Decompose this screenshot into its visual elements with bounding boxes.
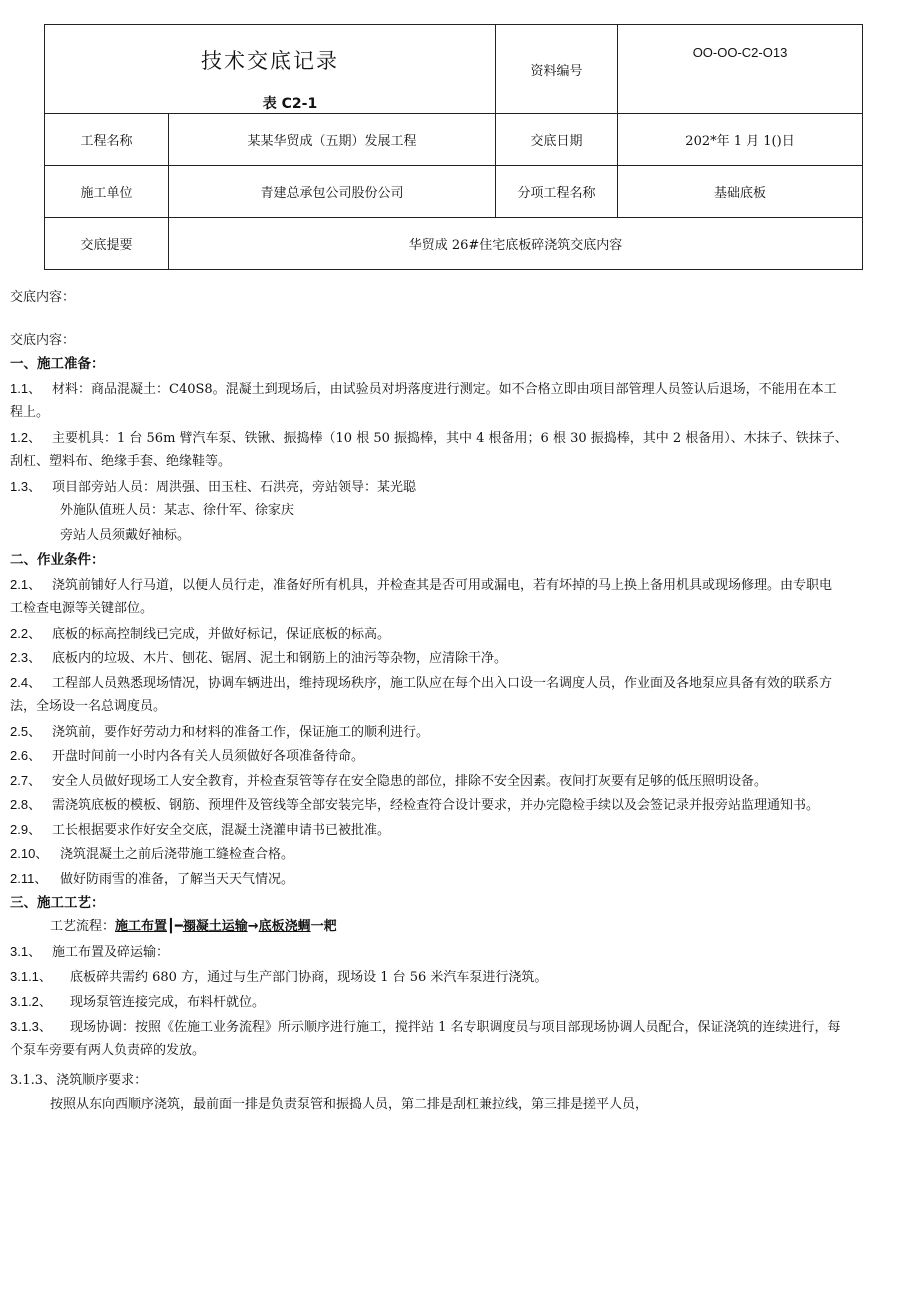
item-3-1-2: 3.1.2、 现场泵管连接完成，布料杆就位。 — [10, 994, 266, 1010]
flow-arrow-2: → — [247, 919, 259, 934]
flow-step-4: 一耙 — [310, 919, 337, 934]
section-1-heading: 一、施工准备： — [10, 356, 105, 372]
table-number: 表 C2-1 — [262, 96, 318, 112]
section-3-heading: 三、施工工艺： — [10, 895, 105, 911]
summary-value: 华贸成 26#住宅底板碎浇筑交底内容 — [169, 218, 863, 270]
subproject-label: 分项工程名称 — [496, 166, 618, 218]
item-1-3-line-2: 外施队值班人员：某志、徐什军、徐家庆 — [60, 503, 295, 518]
item-2-11: 2.11、 做好防雨雪的准备，了解当天天气情况。 — [10, 871, 295, 887]
flow-step-2: 禤凝土运输 — [182, 919, 248, 934]
subproject-value: 基础底板 — [618, 166, 863, 218]
item-2-7: 2.7、 安全人员做好现场工人安全教育，并检查泵管等存在安全隐患的部位，排除不安全因素。夜间打灰要有足够的低压照明设备。 — [10, 773, 768, 789]
item-2-8: 2.8、 需浇筑底板的模板、钢筋、预埋件及管线等全部安装完毕，经检查符合设计要求，并办完隐检手续以及会签记录并报旁站监理通知书。 — [10, 797, 820, 813]
doc-no-cell — [618, 25, 863, 114]
date-label: 交底日期 — [496, 114, 618, 166]
item-2-9: 2.9、 工长根据要求作好安全交底，混凝土浇灌申请书已被批准。 — [10, 822, 391, 838]
item-1-3-line-3: 旁站人员须戴好袖标。 — [60, 528, 191, 543]
doc-no-value: OO-OO-C2-O13 — [692, 45, 788, 60]
item-2-2: 2.2、 底板的标高控制线已完成，并做好标记，保证底板的标高。 — [10, 626, 391, 642]
pour-sequence-heading: 3.1.3、浇筑顺序要求： — [10, 1073, 148, 1088]
item-1-1-cont: 程上。 — [10, 405, 50, 420]
item-1-2-cont: 刮杠、塑料布、绝缘手套、绝缘鞋等。 — [10, 454, 232, 469]
item-2-4: 2.4、 工程部人员熟悉现场情况，协调车辆进出，维持现场秩序，施工队应在每个出入口设一名调度人员，作业面及各地泵应具备有效的联系方 — [10, 675, 833, 691]
contractor-value: 青建总承包公司股份公司 — [169, 166, 496, 218]
item-2-5: 2.5、 浇筑前，要作好劳动力和材料的准备工作，保证施工的顺利进行。 — [10, 724, 430, 740]
intro-label-2: 交底内容： — [10, 333, 76, 348]
item-2-4-cont: 法，全场设一名总调度员。 — [10, 699, 167, 714]
flow-step-3: 底板浇蜩 — [258, 919, 311, 934]
item-1-2: 1.2、 主要机具：1 台 56m 臂汽车泵、铁锹、振捣棒（10 根 50 振捣棒，其中 4 根备用；6 根 30 振捣棒，其中 2 根备用）、木抹子、铁抹子、 — [10, 430, 848, 446]
item-3-1-1: 3.1.1、 底板碎共需约 680 方，通过与生产部门协商，现场设 1 台 56 米汽车泵进行浇筑。 — [10, 969, 548, 985]
summary-label: 交底提要 — [45, 218, 169, 270]
item-2-6: 2.6、 开盘时间前一小时内各有关人员须做好各项准备待命。 — [10, 748, 365, 764]
intro-label: 交底内容： — [10, 290, 76, 305]
pour-sequence-text: 按照从东向西顺序浇筑，最前面一排是负责泵管和振捣人员，第二排是刮杠兼拉线，第三排是搓平人员， — [50, 1097, 649, 1112]
item-1-1: 1.1、 材料：商品混凝土：C40S8。混凝土到现场后，由试验员对坍落度进行测定。如不合格立即由项目部管理人员签认后退场，不能用在本工 — [10, 381, 837, 397]
item-2-1-cont: 工检查电源等关键部位。 — [10, 601, 154, 616]
item-2-10: 2.10、 浇筑混凝土之前后浇带施工缝检查合格。 — [10, 846, 295, 862]
item-2-1: 2.1、 浇筑前铺好人行马道，以便人员行走，准备好所有机具，并检查其是否可用或漏电，若有坏掉的马上换上备用机具或现场修理。由专职电 — [10, 577, 833, 593]
item-3-1-3-cont: 个泵车旁要有两人负责碎的发放。 — [10, 1043, 206, 1058]
item-3-1: 3.1、 施工布置及碎运输： — [10, 944, 170, 960]
flow-step-1: 施工布置 — [115, 919, 168, 934]
flow-arrow-1: ┃━ — [167, 919, 183, 934]
project-name-label: 工程名称 — [45, 114, 169, 166]
document-title: 技术交底记录 — [201, 49, 339, 73]
date-value: 202*年 1 月 1()日 — [618, 114, 863, 166]
item-2-3: 2.3、 底板内的垃圾、木片、刨花、锯屑、泥土和钢筋上的油污等杂物，应清除干净。 — [10, 650, 508, 666]
item-3-1-3: 3.1.3、 现场协调：按照《佐施工业务流程》所示顺序进行施工，搅拌站 1 名专职调度员与项目部现场协调人员配合，保证浇筑的连续进行，每 — [10, 1019, 841, 1035]
title-cell — [45, 25, 496, 114]
project-name-value: 某某华贸成（五期）发展工程 — [169, 114, 496, 166]
record-header-table — [44, 24, 863, 270]
contractor-label: 施工单位 — [45, 166, 169, 218]
flow-label: 工艺流程： — [50, 919, 116, 934]
section-2-heading: 二、作业条件： — [10, 552, 105, 568]
doc-no-label: 资料编号 — [496, 25, 618, 114]
process-flow — [50, 918, 337, 936]
item-1-3: 1.3、 项目部旁站人员：周洪强、田玉柱、石洪亮，旁站领导：某光聪 — [10, 479, 417, 495]
